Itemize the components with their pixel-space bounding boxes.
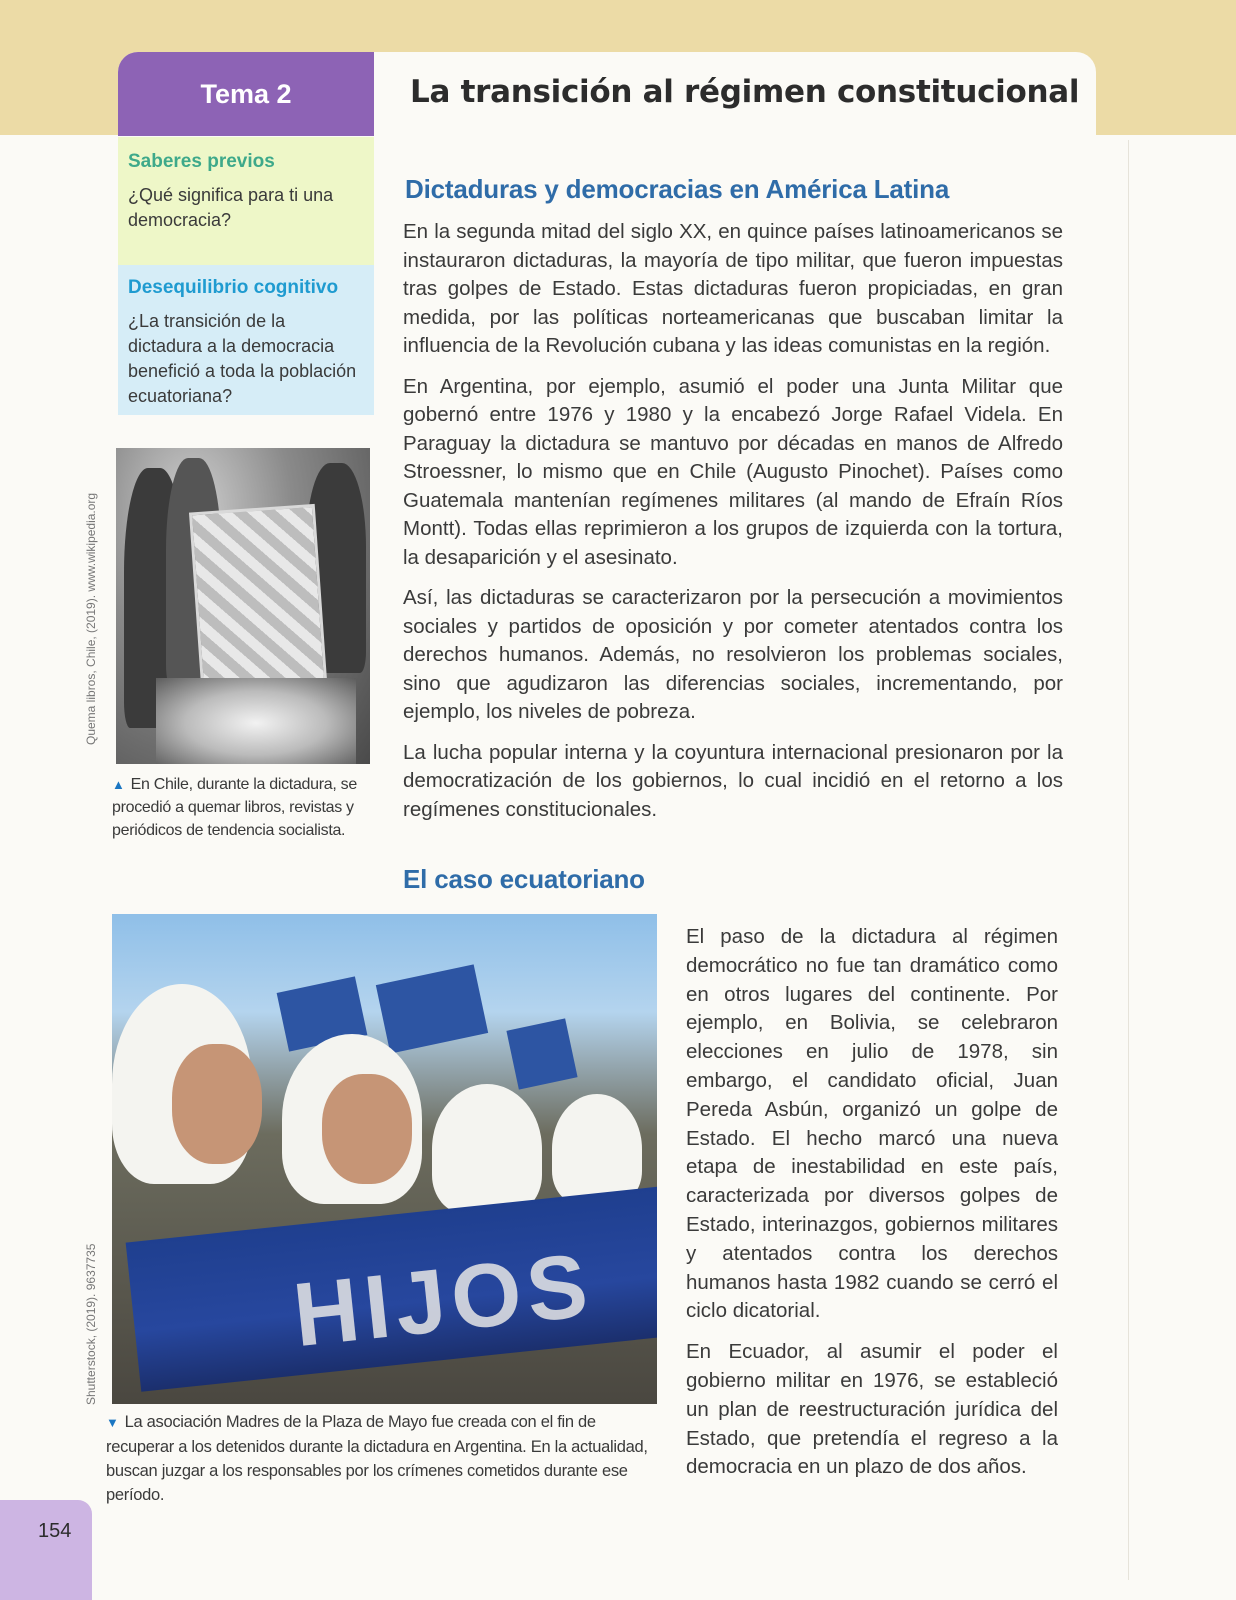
paragraph: En Argentina, por ejemplo, asumió el poder una Junta Militar que gobernó entre 1976 y 1980 y la encabezó Jorge Rafael Videla. En Paraguay la dictadura se mantuvo por décadas en manos de Alfredo Stroessner, lo mismo que en Chile (Augusto Pinochet). Países como Guatemala mantenían regímenes militares (al mando de Efraín Ríos Montt). Todas ellas reprimieron a los grupos de izquierda con la tortura, la desaparición y el asesinato. <box>403 374 1063 569</box>
triangle-down-icon: ▼ <box>106 1415 119 1430</box>
caption-text-1: En Chile, durante la dictadura, se procedió a quemar libros, revistas y periódicos de tendencia socialista. <box>112 776 357 839</box>
desequilibrio-cognitivo-box <box>118 265 374 415</box>
paragraph: La lucha popular interna y la coyuntura internacional presionaron por la democratización de los gobiernos, lo cual incidió en el retorno a los regímenes constitucionales. <box>403 740 1063 821</box>
page-title: La transición al régimen constitucional <box>410 74 1080 110</box>
section-title-ecuador: El caso ecuatoriano <box>403 864 645 894</box>
saberes-previos-title: Saberes previos <box>128 151 275 172</box>
desequilibrio-cognitivo-title: Desequilibrio cognitivo <box>128 277 339 298</box>
tema-tab <box>118 52 374 136</box>
paragraph: En Ecuador, al asumir el poder el gobierno militar en 1976, se estableció un plan de reestructuración jurídica del Estado, que pretendía el regreso a la democracia en un plazo de dos años. <box>686 1340 1058 1479</box>
paragraph: Así, las dictaduras se caracterizaron por la persecución a movimientos sociales y partidos de oposición y por cometer atentados contra los derechos humanos. Además, no resolvieron los problemas sociales, sino que agudizaron las diferencias sociales, incrementando, por ejemplo, los niveles de pobreza. <box>403 586 1063 723</box>
saberes-previos-box <box>118 137 374 265</box>
paragraph: El paso de la dictadura al régimen democrático no fue tan dramático como en otros lugares del continente. Por ejemplo, en Bolivia, se celebraron elecciones en julio de 1978, sin embargo, el candidato oficial, Juan Pereda Asbún, organizó un golpe de Estado. El hecho marcó una nueva etapa de inestabilidad en este país, caracterizada por diversos golpes de Estado, interinazgos, gobiernos militares y atentados contra los derechos humanos hasta 1982 cuando se cerró el ciclo dicatorial. <box>686 925 1058 1323</box>
photo-caption-1 <box>112 773 367 842</box>
triangle-up-icon: ▲ <box>112 777 125 792</box>
desequilibrio-cognitivo-question: ¿La transición de la dictadura a la democracia benefició a toda la población ecuatoriana? <box>128 311 357 406</box>
book-burning-photo <box>116 448 370 764</box>
photo-caption-2 <box>106 1410 661 1507</box>
photo-credit-1: Quema libros, Chile, (2019). www.wikipedia.org <box>84 492 98 745</box>
section-body-ecuador <box>686 923 1058 1494</box>
photo-credit-2: Shutterstock, (2019). 9637735 <box>84 1243 98 1405</box>
page-edge <box>1128 140 1129 1580</box>
tema-label: Tema 2 <box>200 78 292 109</box>
page-number-tab <box>0 1500 92 1600</box>
page-number: 154 <box>38 1520 72 1542</box>
section-title-dictaduras: Dictaduras y democracias en América Latina <box>405 174 950 204</box>
madres-plaza-de-mayo-photo: HIJOS <box>112 914 657 1404</box>
section-body-dictaduras <box>403 218 1063 836</box>
paragraph: En la segunda mitad del siglo XX, en quince países latinoamericanos se instauraron dictaduras, la mayoría de tipo militar, que fueron impuestas tras golpes de Estado. Estas dictaduras fueron propiciadas, en gran medida, por las políticas norteamericanas que buscaban limitar la influencia de la Revolución cubana y las ideas comunistas en la región. <box>403 220 1063 357</box>
saberes-previos-question: ¿Qué significa para ti una democracia? <box>128 185 334 230</box>
caption-text-2: La asociación Madres de la Plaza de Mayo fue creada con el fin de recuperar a los detenidos durante la dictadura en Argentina. En la actualidad, buscan juzgar a los responsables por los crímenes cometidos durante ese período. <box>106 1413 648 1504</box>
